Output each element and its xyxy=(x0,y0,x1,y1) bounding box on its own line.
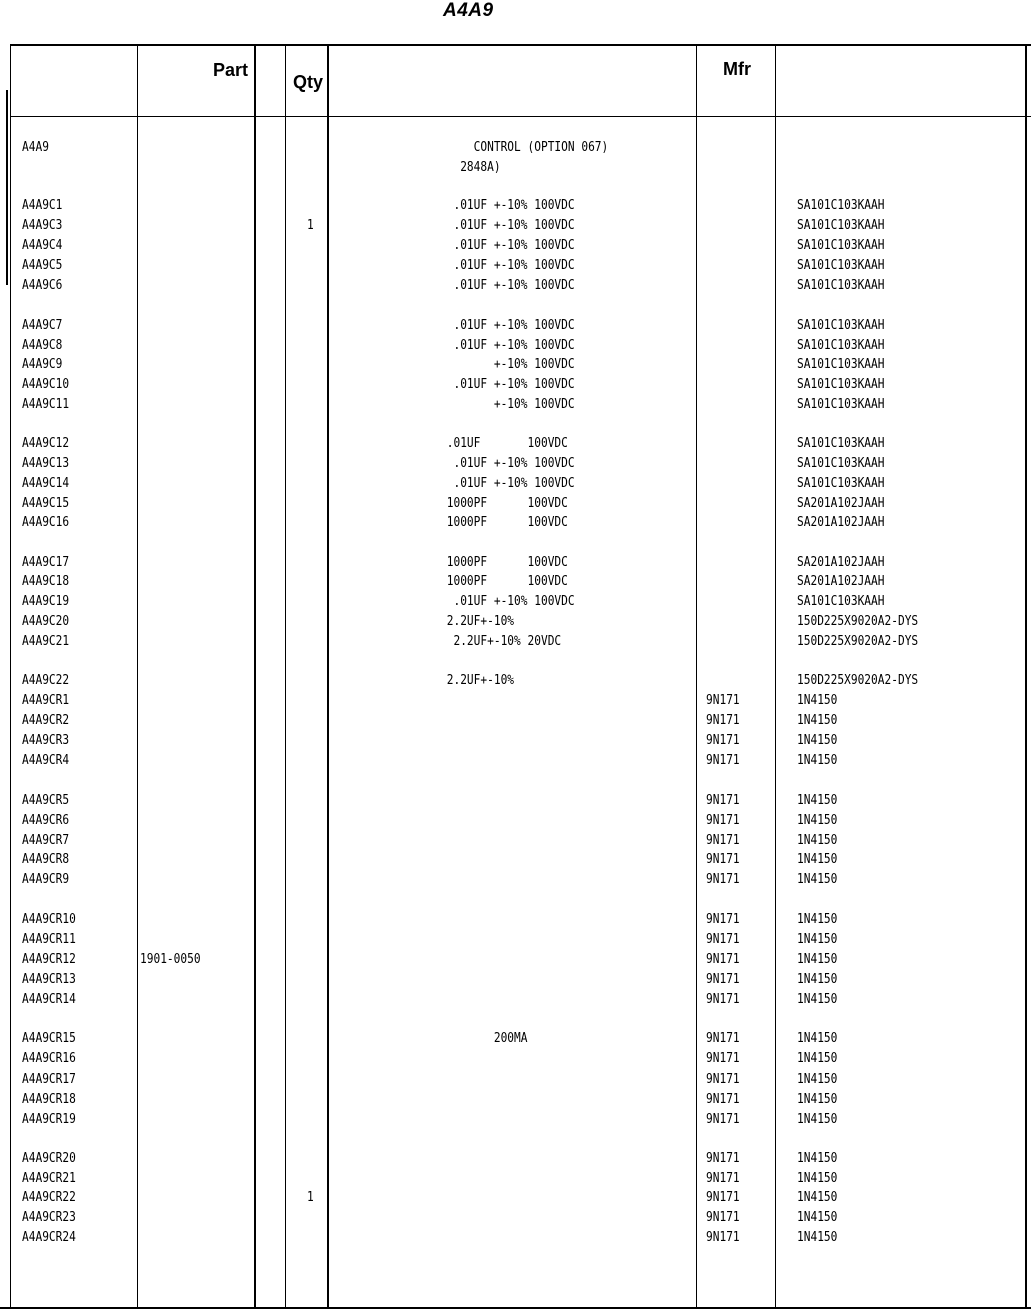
mfr-part-number: 1N4150 xyxy=(797,992,838,1007)
mfr-part-number: SA101C103KAAH xyxy=(797,357,885,372)
mfr-code: 9N171 xyxy=(706,813,740,828)
table-bottom-border xyxy=(0,1307,1031,1309)
mfr-code: 9N171 xyxy=(706,1072,740,1087)
mfr-code: 9N171 xyxy=(706,793,740,808)
mfr-code: 9N171 xyxy=(706,733,740,748)
description: .01UF +-10% 100VDC xyxy=(440,238,575,253)
mfr-part-number: SA101C103KAAH xyxy=(797,258,885,273)
ref-designator: A4A9C18 xyxy=(22,574,70,589)
mfr-part-number: SA101C103KAAH xyxy=(797,377,885,392)
description: 2.2UF+-10% xyxy=(440,673,515,688)
ref-designator: A4A9CR12 xyxy=(22,952,76,967)
mfr-part-number: SA101C103KAAH xyxy=(797,338,885,353)
mfr-part-number: SA101C103KAAH xyxy=(797,198,885,213)
mfr-part-number: 1N4150 xyxy=(797,1072,838,1087)
mfr-code: 9N171 xyxy=(706,1190,740,1205)
margin-change-bar xyxy=(6,90,8,285)
mfr-part-number: 1N4150 xyxy=(797,852,838,867)
mfr-code: 9N171 xyxy=(706,932,740,947)
mfr-code: 9N171 xyxy=(706,972,740,987)
mfr-part-number: 1N4150 xyxy=(797,1031,838,1046)
mfr-part-number: 1N4150 xyxy=(797,952,838,967)
ref-designator: A4A9CR5 xyxy=(22,793,70,808)
description: 2.2UF+-10% 20VDC xyxy=(440,634,562,649)
description: +-10% 100VDC xyxy=(440,357,575,372)
ref-designator: A4A9CR2 xyxy=(22,713,70,728)
table-top-border xyxy=(10,44,1031,46)
ref-designator: A4A9C3 xyxy=(22,218,63,233)
mfr-part-number: SA101C103KAAH xyxy=(797,594,885,609)
description: 1000PF 100VDC xyxy=(440,574,568,589)
mfr-part-number: 1N4150 xyxy=(797,813,838,828)
ref-designator: A4A9CR1 xyxy=(22,693,70,708)
mfr-part-number: 1N4150 xyxy=(797,1230,838,1245)
ref-designator: A4A9C10 xyxy=(22,377,70,392)
description: 1000PF 100VDC xyxy=(440,555,568,570)
mfr-code: 9N171 xyxy=(706,1092,740,1107)
mfr-part-number: 1N4150 xyxy=(797,872,838,887)
header-part: Part xyxy=(213,60,249,80)
mfr-code: 9N171 xyxy=(706,833,740,848)
description: .01UF +-10% 100VDC xyxy=(440,318,575,333)
ref-designator: A4A9C21 xyxy=(22,634,70,649)
mfr-part-number: 1N4150 xyxy=(797,1190,838,1205)
description: .01UF +-10% 100VDC xyxy=(440,456,575,471)
description: .01UF 100VDC xyxy=(440,436,568,451)
mfr-part-number: SA101C103KAAH xyxy=(797,476,885,491)
description: 1000PF 100VDC xyxy=(440,515,568,530)
ref-designator: A4A9CR18 xyxy=(22,1092,76,1107)
ref-designator: A4A9CR21 xyxy=(22,1171,76,1186)
mfr-code: 9N171 xyxy=(706,1171,740,1186)
mfr-part-number: SA201A102JAAH xyxy=(797,574,885,589)
mfr-part-number: SA101C103KAAH xyxy=(797,436,885,451)
ref-designator: A4A9C22 xyxy=(22,673,70,688)
header-qty: Qty xyxy=(293,72,324,92)
col-divider-6 xyxy=(775,44,776,1308)
description: 2848A) xyxy=(440,160,501,175)
mfr-part-number: SA101C103KAAH xyxy=(797,238,885,253)
ref-designator: A4A9CR4 xyxy=(22,753,70,768)
ref-designator: A4A9CR13 xyxy=(22,972,76,987)
ref-designator: A4A9C11 xyxy=(22,397,70,412)
col-divider-3 xyxy=(285,44,286,1308)
ref-designator: A4A9C15 xyxy=(22,496,70,511)
header-divider xyxy=(10,116,1031,117)
quantity: 1 xyxy=(307,218,314,233)
mfr-part-number: 1N4150 xyxy=(797,1112,838,1127)
ref-designator: A4A9C4 xyxy=(22,238,63,253)
ref-designator: A4A9CR11 xyxy=(22,932,76,947)
ref-designator: A4A9C9 xyxy=(22,357,63,372)
mfr-part-number: 150D225X9020A2-DYS xyxy=(797,634,919,649)
description: +-10% 100VDC xyxy=(440,397,575,412)
mfr-part-number: 1N4150 xyxy=(797,1051,838,1066)
mfr-part-number: 1N4150 xyxy=(797,833,838,848)
mfr-part-number: 1N4150 xyxy=(797,912,838,927)
mfr-part-number: 1N4150 xyxy=(797,972,838,987)
mfr-code: 9N171 xyxy=(706,952,740,967)
mfr-part-number: 1N4150 xyxy=(797,1092,838,1107)
mfr-part-number: SA101C103KAAH xyxy=(797,456,885,471)
description: .01UF +-10% 100VDC xyxy=(440,278,575,293)
ref-designator: A4A9CR6 xyxy=(22,813,70,828)
ref-designator: A4A9CR7 xyxy=(22,833,70,848)
mfr-part-number: SA101C103KAAH xyxy=(797,218,885,233)
col-divider-4 xyxy=(327,44,329,1308)
mfr-code: 9N171 xyxy=(706,1031,740,1046)
mfr-part-number: 1N4150 xyxy=(797,733,838,748)
mfr-part-number: 1N4150 xyxy=(797,1151,838,1166)
table-left-border xyxy=(10,44,11,1308)
mfr-part-number: SA201A102JAAH xyxy=(797,555,885,570)
ref-designator: A4A9CR17 xyxy=(22,1072,76,1087)
ref-designator: A4A9CR24 xyxy=(22,1230,76,1245)
ref-designator: A4A9C7 xyxy=(22,318,63,333)
col-divider-1 xyxy=(137,44,138,1308)
ref-designator: A4A9C14 xyxy=(22,476,70,491)
description: .01UF +-10% 100VDC xyxy=(440,377,575,392)
ref-designator: A4A9CR9 xyxy=(22,872,70,887)
description: .01UF +-10% 100VDC xyxy=(440,338,575,353)
ref-designator: A4A9C17 xyxy=(22,555,70,570)
mfr-part-number: 1N4150 xyxy=(797,1210,838,1225)
mfr-code: 9N171 xyxy=(706,693,740,708)
ref-designator: A4A9CR23 xyxy=(22,1210,76,1225)
description: .01UF +-10% 100VDC xyxy=(440,198,575,213)
ref-designator: A4A9CR14 xyxy=(22,992,76,1007)
ref-designator: A4A9C5 xyxy=(22,258,63,273)
mfr-part-number: 1N4150 xyxy=(797,1171,838,1186)
col-divider-5 xyxy=(696,44,697,1308)
mfr-part-number: 150D225X9020A2-DYS xyxy=(797,673,919,688)
mfr-part-number: SA101C103KAAH xyxy=(797,318,885,333)
mfr-part-number: SA201A102JAAH xyxy=(797,496,885,511)
mfr-code: 9N171 xyxy=(706,1230,740,1245)
ref-designator: A4A9C6 xyxy=(22,278,63,293)
ref-designator: A4A9CR15 xyxy=(22,1031,76,1046)
description: .01UF +-10% 100VDC xyxy=(440,476,575,491)
ref-designator: A4A9CR20 xyxy=(22,1151,76,1166)
mfr-code: 9N171 xyxy=(706,1210,740,1225)
mfr-code: 9N171 xyxy=(706,1151,740,1166)
mfr-part-number: 1N4150 xyxy=(797,713,838,728)
mfr-code: 9N171 xyxy=(706,992,740,1007)
ref-designator: A4A9CR3 xyxy=(22,733,70,748)
ref-designator: A4A9C19 xyxy=(22,594,70,609)
mfr-code: 9N171 xyxy=(706,872,740,887)
mfr-part-number: 150D225X9020A2-DYS xyxy=(797,614,919,629)
mfr-part-number: SA101C103KAAH xyxy=(797,278,885,293)
ref-designator: A4A9CR8 xyxy=(22,852,70,867)
mfr-part-number: 1N4150 xyxy=(797,793,838,808)
mfr-part-number: SA101C103KAAH xyxy=(797,397,885,412)
description: 200MA xyxy=(440,1031,528,1046)
description: .01UF +-10% 100VDC xyxy=(440,594,575,609)
ref-designator: A4A9C13 xyxy=(22,456,70,471)
quantity: 1 xyxy=(307,1190,314,1205)
ref-designator: A4A9CR19 xyxy=(22,1112,76,1127)
ref-designator: A4A9C16 xyxy=(22,515,70,530)
ref-designator: A4A9C20 xyxy=(22,614,70,629)
ref-designator: A4A9CR16 xyxy=(22,1051,76,1066)
description: CONTROL (OPTION 067) xyxy=(440,140,609,155)
col-divider-2 xyxy=(254,44,256,1308)
mfr-part-number: 1N4150 xyxy=(797,753,838,768)
mfr-part-number: 1N4150 xyxy=(797,693,838,708)
mfr-code: 9N171 xyxy=(706,1112,740,1127)
description: .01UF +-10% 100VDC xyxy=(440,218,575,233)
mfr-code: 9N171 xyxy=(706,713,740,728)
part-number: 1901-0050 xyxy=(140,952,201,967)
mfr-code: 9N171 xyxy=(706,1051,740,1066)
ref-designator: A4A9 xyxy=(22,140,49,155)
mfr-code: 9N171 xyxy=(706,753,740,768)
description: .01UF +-10% 100VDC xyxy=(440,258,575,273)
ref-designator: A4A9C8 xyxy=(22,338,63,353)
ref-designator: A4A9CR22 xyxy=(22,1190,76,1205)
description: 1000PF 100VDC xyxy=(440,496,568,511)
mfr-code: 9N171 xyxy=(706,912,740,927)
mfr-code: 9N171 xyxy=(706,852,740,867)
ref-designator: A4A9CR10 xyxy=(22,912,76,927)
mfr-part-number: 1N4150 xyxy=(797,932,838,947)
description: 2.2UF+-10% xyxy=(440,614,515,629)
header-mfr: Mfr xyxy=(723,59,751,79)
ref-designator: A4A9C1 xyxy=(22,198,63,213)
col-divider-7 xyxy=(1025,44,1027,1308)
mfr-part-number: SA201A102JAAH xyxy=(797,515,885,530)
page-title: A4A9 xyxy=(443,0,494,21)
ref-designator: A4A9C12 xyxy=(22,436,70,451)
